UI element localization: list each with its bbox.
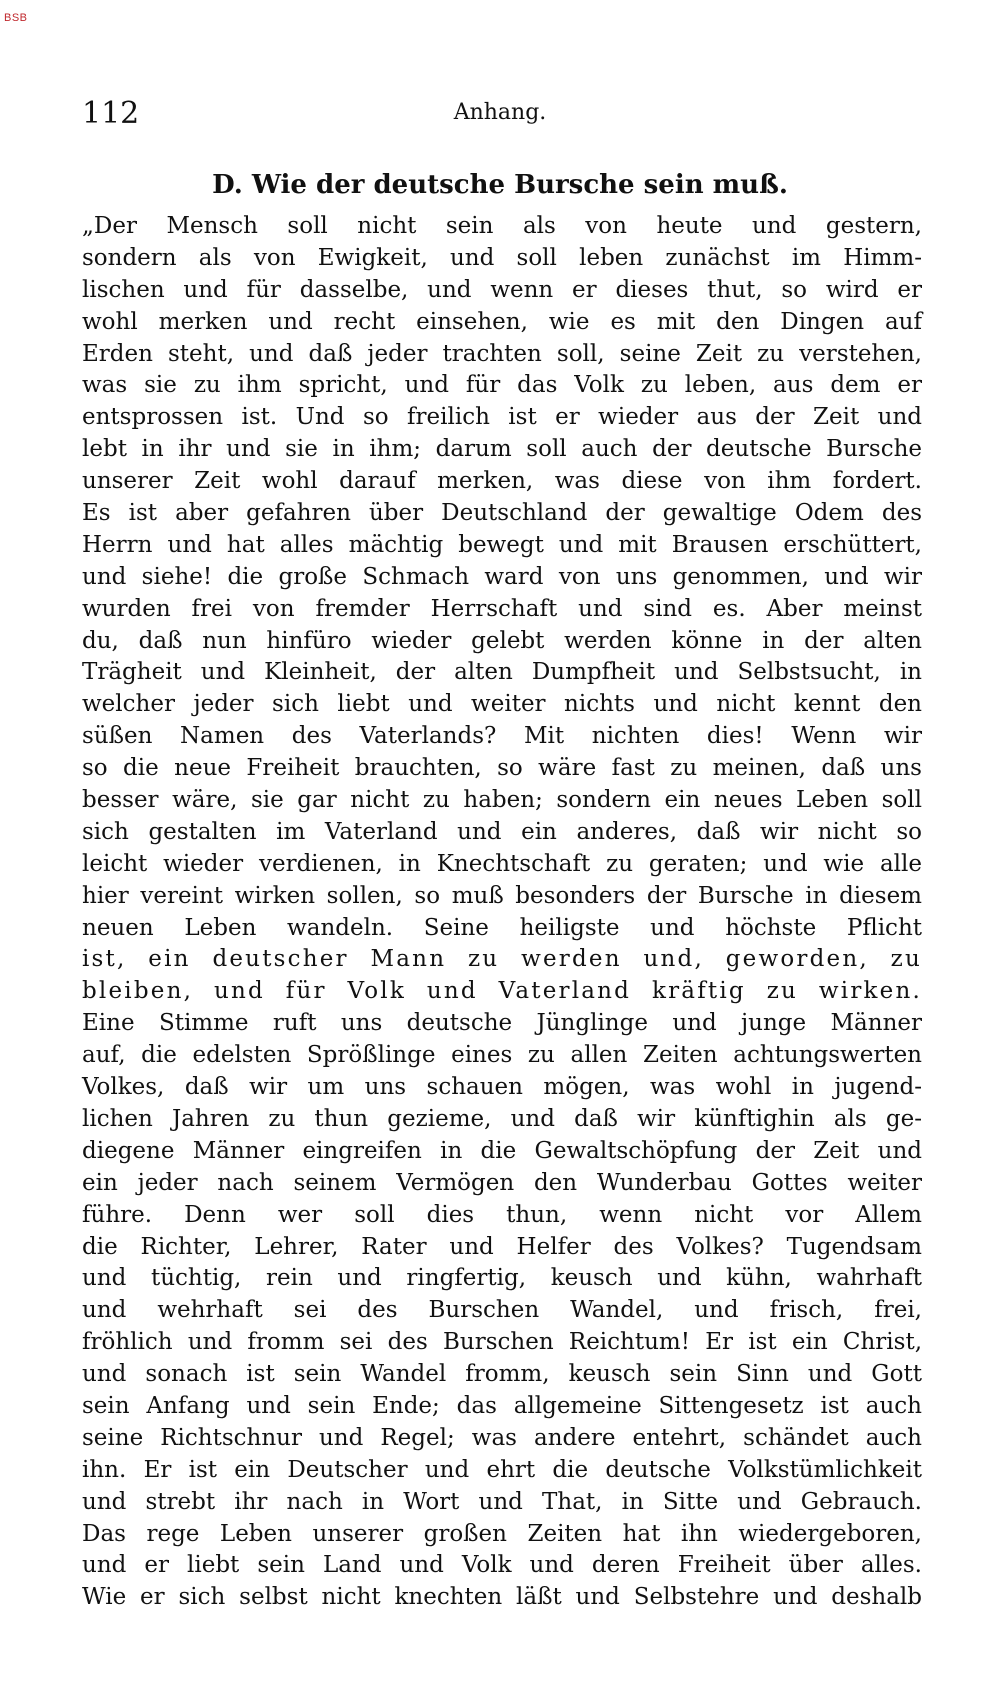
- text-line: sein Anfang und sein Ende; das allgemeine Sittengesetz ist auch: [82, 1392, 922, 1419]
- text-line: du, daß nun hinfüro wieder gelebt werden könne in der alten: [82, 627, 922, 654]
- text-line: süßen Namen des Vaterlands? Mit nichten dies! Wenn wir: [82, 723, 922, 750]
- text-line-spaced: ist, ein deutscher Mann zu werden und, geworden, zu: [82, 946, 922, 973]
- library-watermark: BSB: [4, 12, 28, 24]
- text-line: Erden steht, und daß jeder trachten soll, seine Zeit zu verstehen,: [82, 340, 922, 367]
- text-line: leicht wieder verdienen, in Knechtschaft zu geraten; und wie alle: [82, 850, 922, 877]
- text-line: ihn. Er ist ein Deutscher und ehrt die deutsche Volkstümlichkeit: [82, 1456, 922, 1483]
- text-line: Das rege Leben unserer großen Zeiten hat ihn wiedergeboren,: [82, 1520, 922, 1547]
- text-line: die Richter, Lehrer, Rater und Helfer des Volkes? Tugendsam: [82, 1233, 922, 1260]
- running-head: [82, 96, 918, 136]
- text-line: führe. Denn wer soll dies thun, wenn nicht vor Allem: [82, 1201, 922, 1228]
- text-line: und siehe! die große Schmach ward von uns genommen, und wir: [82, 563, 922, 590]
- text-line: sondern als von Ewigkeit, und soll leben zunächst im Himm-: [82, 244, 922, 271]
- text-line: diegene Männer eingreifen in die Gewaltschöpfung der Zeit und: [82, 1137, 922, 1164]
- body-text: [82, 211, 922, 1614]
- text-line: Eine Stimme ruft uns deutsche Jünglinge und junge Männer: [82, 1010, 922, 1037]
- text-line: seine Richtschnur und Regel; was andere entehrt, schändet auch: [82, 1424, 922, 1451]
- text-line: „Der Mensch soll nicht sein als von heute und gestern,: [82, 213, 922, 239]
- text-line: wurden frei von fremder Herrschaft und sind es. Aber meinst: [82, 595, 922, 622]
- text-line: Volkes, daß wir um uns schauen mögen, was wohl in jugend-: [82, 1074, 922, 1101]
- text-line: wohl merken und recht einsehen, wie es mit den Dingen auf: [82, 308, 922, 335]
- text-line: und strebt ihr nach in Wort und That, in Sitte und Gebrauch.: [82, 1488, 922, 1515]
- text-line: sich gestalten im Vaterland und ein anderes, daß wir nicht so: [82, 818, 922, 845]
- text-line: auf, die edelsten Sprößlinge eines zu allen Zeiten achtungswerten: [82, 1042, 922, 1069]
- text-line: und tüchtig, rein und ringfertig, keusch und kühn, wahrhaft: [82, 1265, 922, 1292]
- text-line: Trägheit und Kleinheit, der alten Dumpfheit und Selbstsucht, in: [82, 659, 922, 686]
- text-line: fröhlich und fromm sei des Burschen Reichtum! Er ist ein Christ,: [82, 1329, 922, 1356]
- text-line: und sonach ist sein Wandel fromm, keusch sein Sinn und Gott: [82, 1361, 922, 1388]
- text-line: was sie zu ihm spricht, und für das Volk zu leben, aus dem er: [82, 372, 922, 399]
- text-line-spaced: bleiben, und für Volk und Vaterland kräftig zu wirken.: [82, 978, 922, 1005]
- page-number: 112: [82, 96, 140, 131]
- section-heading: D. Wie der deutsche Bursche sein muß.: [212, 170, 788, 200]
- text-line: und wehrhaft sei des Burschen Wandel, und frisch, frei,: [82, 1297, 922, 1324]
- text-line: so die neue Freiheit brauchten, so wäre fast zu meinen, daß uns: [82, 755, 922, 782]
- text-line: ein jeder nach seinem Vermögen den Wunderbau Gottes weiter: [82, 1169, 922, 1196]
- text-line: und er liebt sein Land und Volk und deren Freiheit über alles.: [82, 1552, 922, 1579]
- text-line: Es ist aber gefahren über Deutschland der gewaltige Odem des: [82, 500, 922, 527]
- running-title: Anhang.: [453, 100, 547, 125]
- text-line: lischen und für dasselbe, und wenn er dieses thut, so wird er: [82, 276, 922, 303]
- text-line: Wie er sich selbst nicht knechten läßt und Selbstehre und deshalb: [82, 1584, 922, 1611]
- text-line: welcher jeder sich liebt und weiter nichts und nicht kennt den: [82, 691, 922, 718]
- text-line: unserer Zeit wohl darauf merken, was diese von ihm fordert.: [82, 468, 922, 495]
- text-line: hier vereint wirken sollen, so muß besonders der Bursche in diesem: [82, 882, 922, 909]
- text-line: lebt in ihr und sie in ihm; darum soll auch der deutsche Bursche: [82, 436, 922, 463]
- text-line: besser wäre, sie gar nicht zu haben; sondern ein neues Leben soll: [82, 787, 922, 814]
- text-line: Herrn und hat alles mächtig bewegt und mit Brausen erschüttert,: [82, 531, 922, 558]
- text-line: entsprossen ist. Und so freilich ist er wieder aus der Zeit und: [82, 404, 922, 431]
- text-line: lichen Jahren zu thun gezieme, und daß wir künftighin als ge-: [82, 1105, 922, 1132]
- text-line: neuen Leben wandeln. Seine heiligste und höchste Pflicht: [82, 914, 922, 941]
